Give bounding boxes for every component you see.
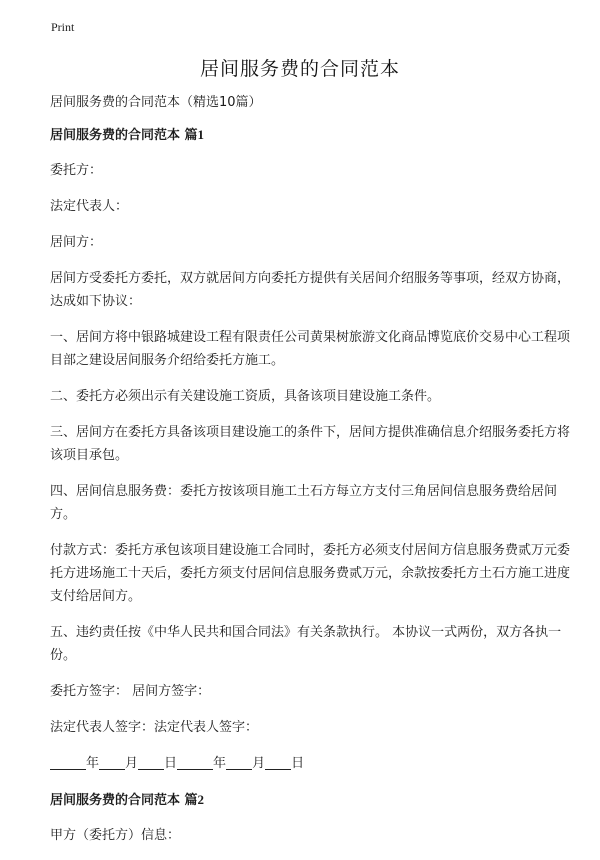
- year-label: 年: [213, 756, 227, 771]
- day-label: 日: [291, 756, 305, 771]
- blank-field: [50, 753, 86, 770]
- clause-4: 四、居间信息服务费：委托方按该项目施工土石方每立方支付三角居间信息服务费给居间方。: [50, 484, 558, 522]
- blank-field: [99, 753, 125, 770]
- blank-field: [265, 753, 291, 770]
- signature-line: 委托方签字： 居间方签字：: [50, 684, 211, 699]
- preamble-paragraph: 居间方受委托方委托，双方就居间方向委托方提供有关居间介绍服务等事项，经双方协商，达成如下协议：: [50, 271, 571, 309]
- document-body: [50, 91, 570, 860]
- document-subtitle: 居间服务费的合同范本（精选10篇）: [50, 95, 262, 110]
- party-broker-line: 居间方：: [50, 235, 103, 250]
- clause-3: 三、居间方在委托方具备该项目建设施工的条件下，居间方提供准确信息介绍服务委托方将该项目承包。: [50, 425, 571, 463]
- document-title: 居间服务费的合同范本: [199, 58, 400, 80]
- blank-field: [226, 753, 252, 770]
- day-label: 日: [164, 756, 178, 771]
- section-heading-text: 居间服务费的合同范本: [50, 793, 181, 808]
- payment-terms: 付款方式：委托方承包该项目建设施工合同时，委托方必须支付居间方信息服务费贰万元委托方进场施工十天后，委托方须支付居间信息服务费贰万元，余款按委托方土石方施工进度支付给居间方。: [50, 543, 571, 604]
- party-a-info-line: 甲方（委托方）信息：: [50, 828, 181, 843]
- blank-field: [138, 753, 164, 770]
- section-heading-text: 居间服务费的合同范本: [50, 128, 181, 143]
- blank-field: [177, 753, 213, 770]
- clause-1: 一、居间方将中银路城建设工程有限责任公司黄果树旅游文化商品博览底价交易中心工程项目部之建设居间服务介绍给委托方施工。: [50, 330, 571, 368]
- clause-2: 二、委托方必须出示有关建设施工资质，具备该项目建设施工条件。: [50, 389, 441, 404]
- section-heading-1: [50, 123, 570, 147]
- legal-rep-signature-line: 法定代表人签字：法定代表人签字：: [50, 720, 259, 735]
- date-line: [50, 752, 570, 775]
- month-label: 月: [125, 756, 139, 771]
- section-heading-number: 篇2: [184, 792, 205, 807]
- year-label: 年: [86, 756, 100, 771]
- clause-5: 五、违约责任按《中华人民共和国合同法》有关条款执行。 本协议一式两份，双方各执一份。: [50, 625, 562, 663]
- print-link[interactable]: Print: [51, 20, 75, 34]
- section-heading-number: 篇1: [184, 127, 205, 142]
- month-label: 月: [252, 756, 266, 771]
- section-heading-2: [50, 788, 570, 812]
- legal-rep-line: 法定代表人：: [50, 199, 129, 214]
- party-client-line: 委托方：: [50, 163, 103, 178]
